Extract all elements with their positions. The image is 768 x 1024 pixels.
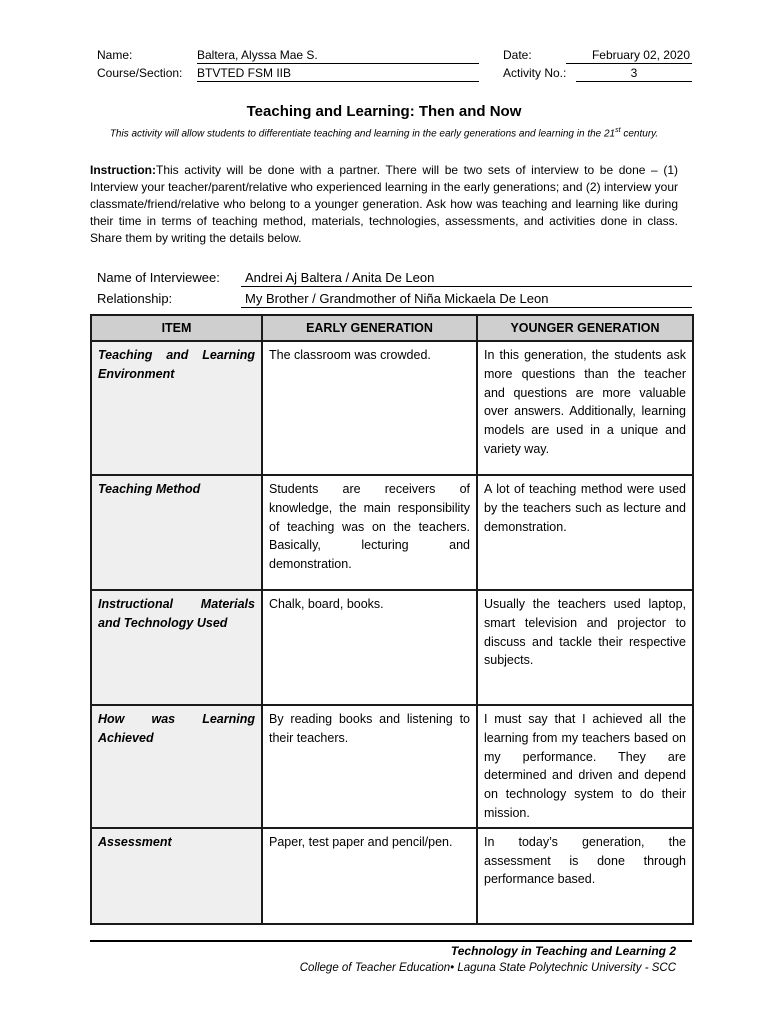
younger-cell: Usually the teachers used laptop, smart television and projector to discuss and tackle their respective subjects.: [477, 590, 693, 705]
header-younger-generation: YOUNGER GENERATION: [477, 315, 693, 341]
relationship-value: My Brother / Grandmother of Niña Mickaela De Leon: [241, 290, 692, 308]
name-label: Name:: [97, 48, 133, 62]
date-value: [566, 47, 692, 64]
footer-course-title: Technology in Teaching and Learning 2: [450, 944, 676, 958]
table-row: [91, 475, 693, 590]
early-cell: Paper, test paper and pencil/pen.: [262, 828, 477, 924]
date-value-text: February 02, 2020: [591, 48, 690, 62]
course-label: Course/Section:: [97, 66, 183, 80]
early-cell: Chalk, board, books.: [262, 590, 477, 705]
interviewee-value: Andrei Aj Baltera / Anita De Leon: [241, 269, 692, 287]
course-value: BTVTED FSM IIB: [197, 65, 479, 82]
item-cell: Assessment: [91, 828, 262, 924]
table-row: [91, 590, 693, 705]
page-title: Teaching and Learning: Then and Now: [246, 103, 522, 120]
item-cell: Teaching and Learning Environment: [91, 341, 262, 475]
footer-institution: College of Teacher Education• Laguna State Polytechnic University - SCC: [299, 962, 676, 974]
comparison-table: [90, 314, 694, 925]
subtitle-text: This activity will allow students to differentiate teaching and learning in the early generations and learning in the 21: [109, 128, 616, 140]
page-subtitle: [96, 123, 672, 141]
younger-cell: I must say that I achieved all the learning from my teachers based on my performance. They are determined and driven and depend on technology system to do their mission.: [477, 705, 693, 828]
interviewee-label: Name of Interviewee:: [97, 270, 220, 285]
table-header-row: [91, 315, 693, 341]
activity-value: 3: [576, 65, 692, 82]
table-row: [91, 341, 693, 475]
early-cell: Students are receivers of knowledge, the main responsibility of teaching was on the teachers. Basically, lecturing and demonstration.: [262, 475, 477, 590]
activity-label: Activity No.:: [503, 66, 567, 80]
early-cell: By reading books and listening to their teachers.: [262, 705, 477, 828]
item-cell: Instructional Materials and Technology Used: [91, 590, 262, 705]
instruction-label: Instruction:: [90, 163, 156, 177]
header-early-generation: EARLY GENERATION: [262, 315, 477, 341]
date-label: Date:: [503, 48, 532, 62]
subtitle-superscript: st: [615, 127, 621, 134]
subtitle-tail: century.: [620, 128, 659, 140]
younger-cell: In today’s generation, the assessment is done through performance based.: [477, 828, 693, 924]
younger-cell: A lot of teaching method were used by the teachers such as lecture and demonstration.: [477, 475, 693, 590]
item-cell: Teaching Method: [91, 475, 262, 590]
instruction-paragraph: [90, 162, 678, 247]
younger-cell: In this generation, the students ask more questions than the teacher and questions are more valuable over answers. Additionally, learning models are used in a unique and variety way.: [477, 341, 693, 475]
footer-divider: [90, 940, 692, 942]
instruction-text: This activity will be done with a partner. There will be two sets of interview to be done – (1) Interview your teacher/parent/relative who experienced learning in the early generations; and (2) interview your classmate/friend/relative who belong to a younger generation. Ask how was teaching and learning like during their time in terms of teaching method, materials, technologies, assessments, and activities done in class. Share them by writing the details below.: [90, 163, 678, 245]
early-cell: The classroom was crowded.: [262, 341, 477, 475]
header-item: ITEM: [91, 315, 262, 341]
relationship-label: Relationship:: [97, 291, 173, 306]
name-value: Baltera, Alyssa Mae S.: [197, 47, 479, 64]
table-row: [91, 828, 693, 924]
item-cell: How was Learning Achieved: [91, 705, 262, 828]
table-row: [91, 705, 693, 828]
